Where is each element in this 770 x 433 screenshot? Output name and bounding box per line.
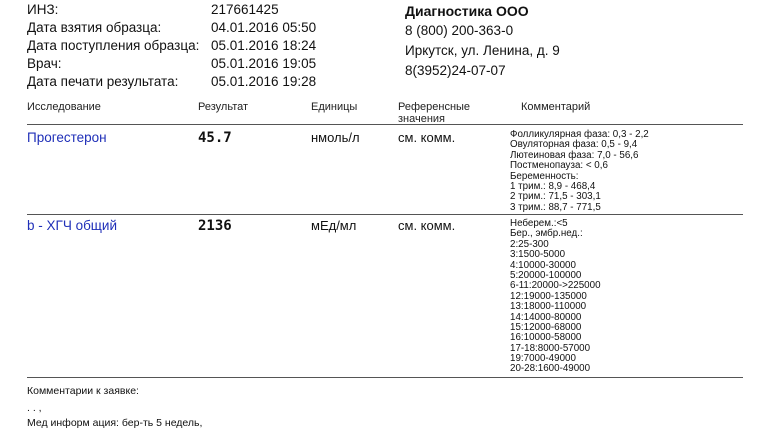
refs-hcg: см. комм. (398, 218, 456, 233)
comment-line: 16:10000-58000 (510, 332, 582, 344)
comment-hcg (510, 219, 601, 375)
col-header-result: Результат (198, 101, 249, 113)
comment-line: 14:14000-80000 (510, 311, 582, 323)
units-hcg: мЕд/мл (311, 218, 357, 233)
comment-line: 19:7000-49000 (510, 353, 576, 365)
comment-line: 2 трим.: 71,5 - 303,1 (510, 191, 601, 203)
company-address: Иркутск, ул. Ленина, д. 9 (405, 43, 560, 58)
print-date-label: Дата печати результата: (27, 74, 179, 89)
comment-line: Бер., эмбр.нед.: (510, 228, 583, 240)
comment-line: 1 трим.: 8,9 - 468,4 (510, 180, 596, 192)
refs-progesterone: см. комм. (398, 130, 456, 145)
comment-line: 15:12000-68000 (510, 321, 582, 333)
comment-line: Беременность: (510, 170, 579, 182)
comment-line: 2:25-300 (510, 238, 549, 250)
comment-progesterone (510, 130, 649, 213)
company-block (405, 1, 705, 81)
comment-line: 4:10000-30000 (510, 259, 576, 271)
result-value-progesterone: 45.7 (198, 130, 232, 146)
doctor-value: 05.01.2016 19:05 (211, 56, 317, 71)
table-header-divider (27, 124, 743, 125)
company-phone: 8 (800) 200-363-0 (405, 23, 514, 38)
comment-line: Постменопауза: < 0,6 (510, 160, 608, 172)
inz-value: 217661425 (211, 2, 279, 17)
received-date-label: Дата поступления образца: (27, 38, 200, 53)
order-comments-dots: . . , (27, 402, 42, 414)
comment-line: 6-11:20000->225000 (510, 280, 601, 292)
row-divider (27, 214, 743, 215)
comment-line: Неберем.:<5 (510, 218, 568, 229)
comment-line: 20-28:1600-49000 (510, 363, 591, 375)
col-header-units: Единицы (311, 101, 358, 113)
inz-label: ИНЗ: (27, 2, 59, 17)
sample-date-label: Дата взятия образца: (27, 20, 162, 35)
units-progesterone: нмоль/л (311, 130, 360, 145)
comment-line: 3 трим.: 88,7 - 771,5 (510, 201, 601, 213)
comment-line: 12:19000-135000 (510, 290, 587, 302)
test-link-hcg[interactable]: b - ХГЧ общий (27, 218, 117, 233)
company-phone-2: 8(3952)24-07-07 (405, 63, 506, 78)
table-bottom-divider (27, 377, 743, 378)
print-date-value: 05.01.2016 19:28 (211, 74, 317, 89)
comment-line: Лютеиновая фаза: 7,0 - 56,6 (510, 149, 639, 161)
result-value-hcg: 2136 (198, 218, 232, 234)
sample-date-value: 04.01.2016 05:50 (211, 20, 317, 35)
col-header-test: Исследование (27, 101, 101, 113)
order-comments-label: Комментарии к заявке: (27, 385, 139, 397)
comment-line: Фолликулярная фаза: 0,3 - 2,2 (510, 129, 649, 140)
col-header-comment: Комментарий (521, 101, 591, 113)
medical-info: Мед информ ация: бер-ть 5 недель, (27, 417, 203, 429)
comment-line: 3:1500-5000 (510, 249, 566, 261)
comment-line: 5:20000-100000 (510, 269, 582, 281)
comment-line: 13:18000-110000 (510, 301, 587, 313)
comment-line: Овуляторная фаза: 0,5 - 9,4 (510, 139, 638, 151)
company-name: Диагностика ООО (405, 3, 529, 19)
col-header-refs: Референсные значения (398, 101, 471, 125)
doctor-label: Врач: (27, 56, 62, 71)
received-date-value: 05.01.2016 18:24 (211, 38, 317, 53)
comment-line: 17-18:8000-57000 (510, 342, 591, 354)
test-link-progesterone[interactable]: Прогестерон (27, 130, 107, 145)
